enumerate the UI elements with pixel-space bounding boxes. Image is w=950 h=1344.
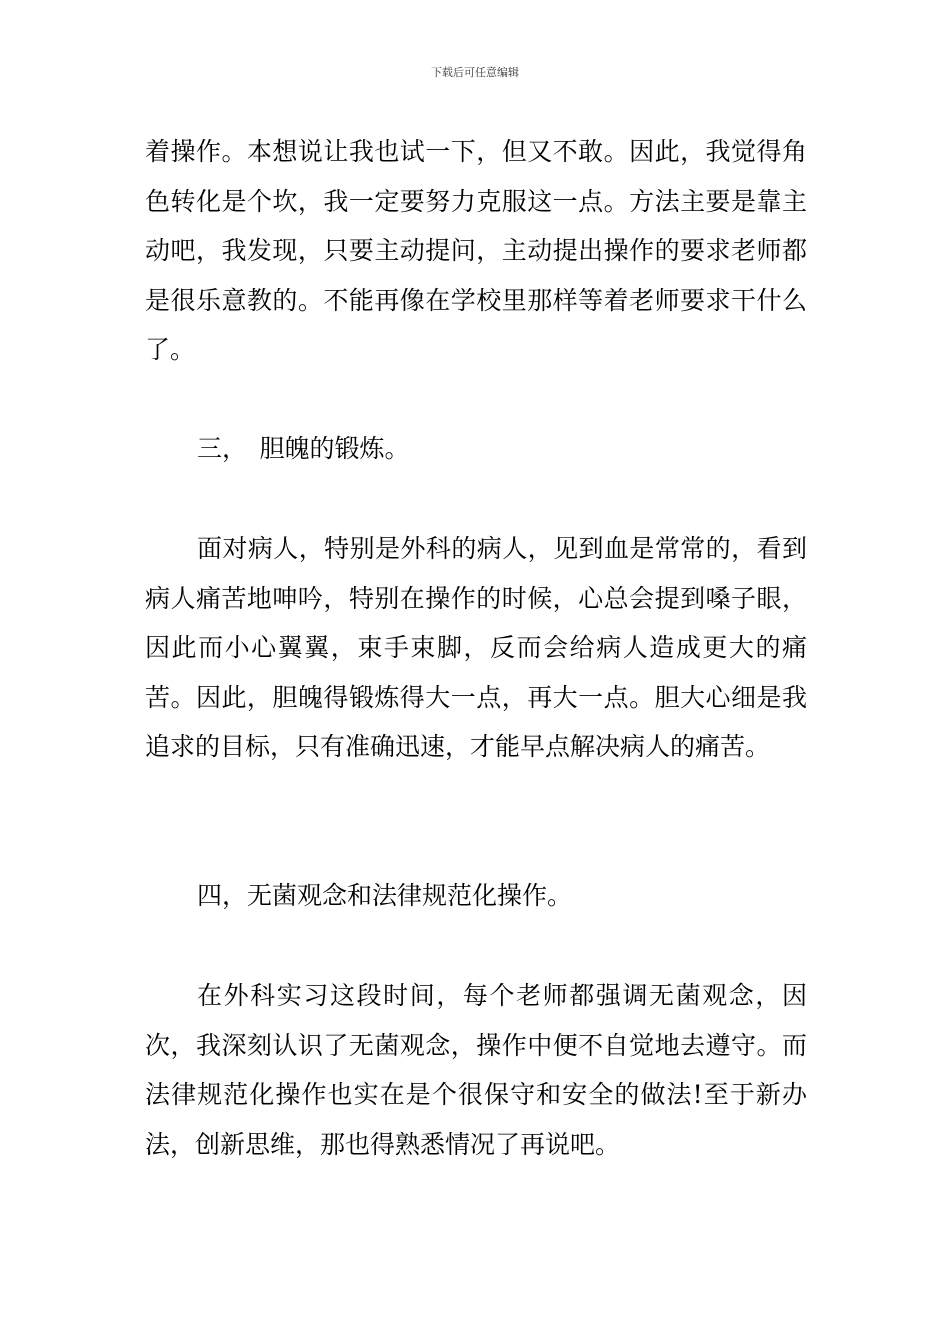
paragraph-continuation: 着操作。本想说让我也试一下，但又不敢。因此，我觉得角色转化是个坎，我一定要努力克服这一点。方法主要是靠主动吧，我发现，只要主动提问，主动提出操作的要求老师都是很乐意教的。不能再像在学校里那样等着老师要求干什么了。 (145, 137, 807, 364)
paragraph-aseptic: 在外科实习这段时间，每个老师都强调无菌观念，因次，我深刻认识了无菌观念，操作中便不自觉地去遵守。而法律规范化操作也实在是个很保守和安全的做法!至于新办法，创新思维，那也得熟悉情况了再说吧。 (145, 981, 807, 1159)
page-header: 下载后可任意编辑 (431, 66, 519, 79)
section-heading-4: 四，无菌观念和法律规范化操作。 (197, 881, 573, 910)
section-heading-3: 三， 胆魄的锻炼。 (197, 434, 410, 463)
paragraph-courage: 面对病人，特别是外科的病人，见到血是常常的，看到病人痛苦地呻吟，特别在操作的时候，心总会提到嗓子眼，因此而小心翼翼，束手束脚，反而会给病人造成更大的痛苦。因此，胆魄得锻炼得大一点，再大一点。胆大心细是我追求的目标，只有准确迅速，才能早点解决病人的痛苦。 (145, 534, 807, 761)
